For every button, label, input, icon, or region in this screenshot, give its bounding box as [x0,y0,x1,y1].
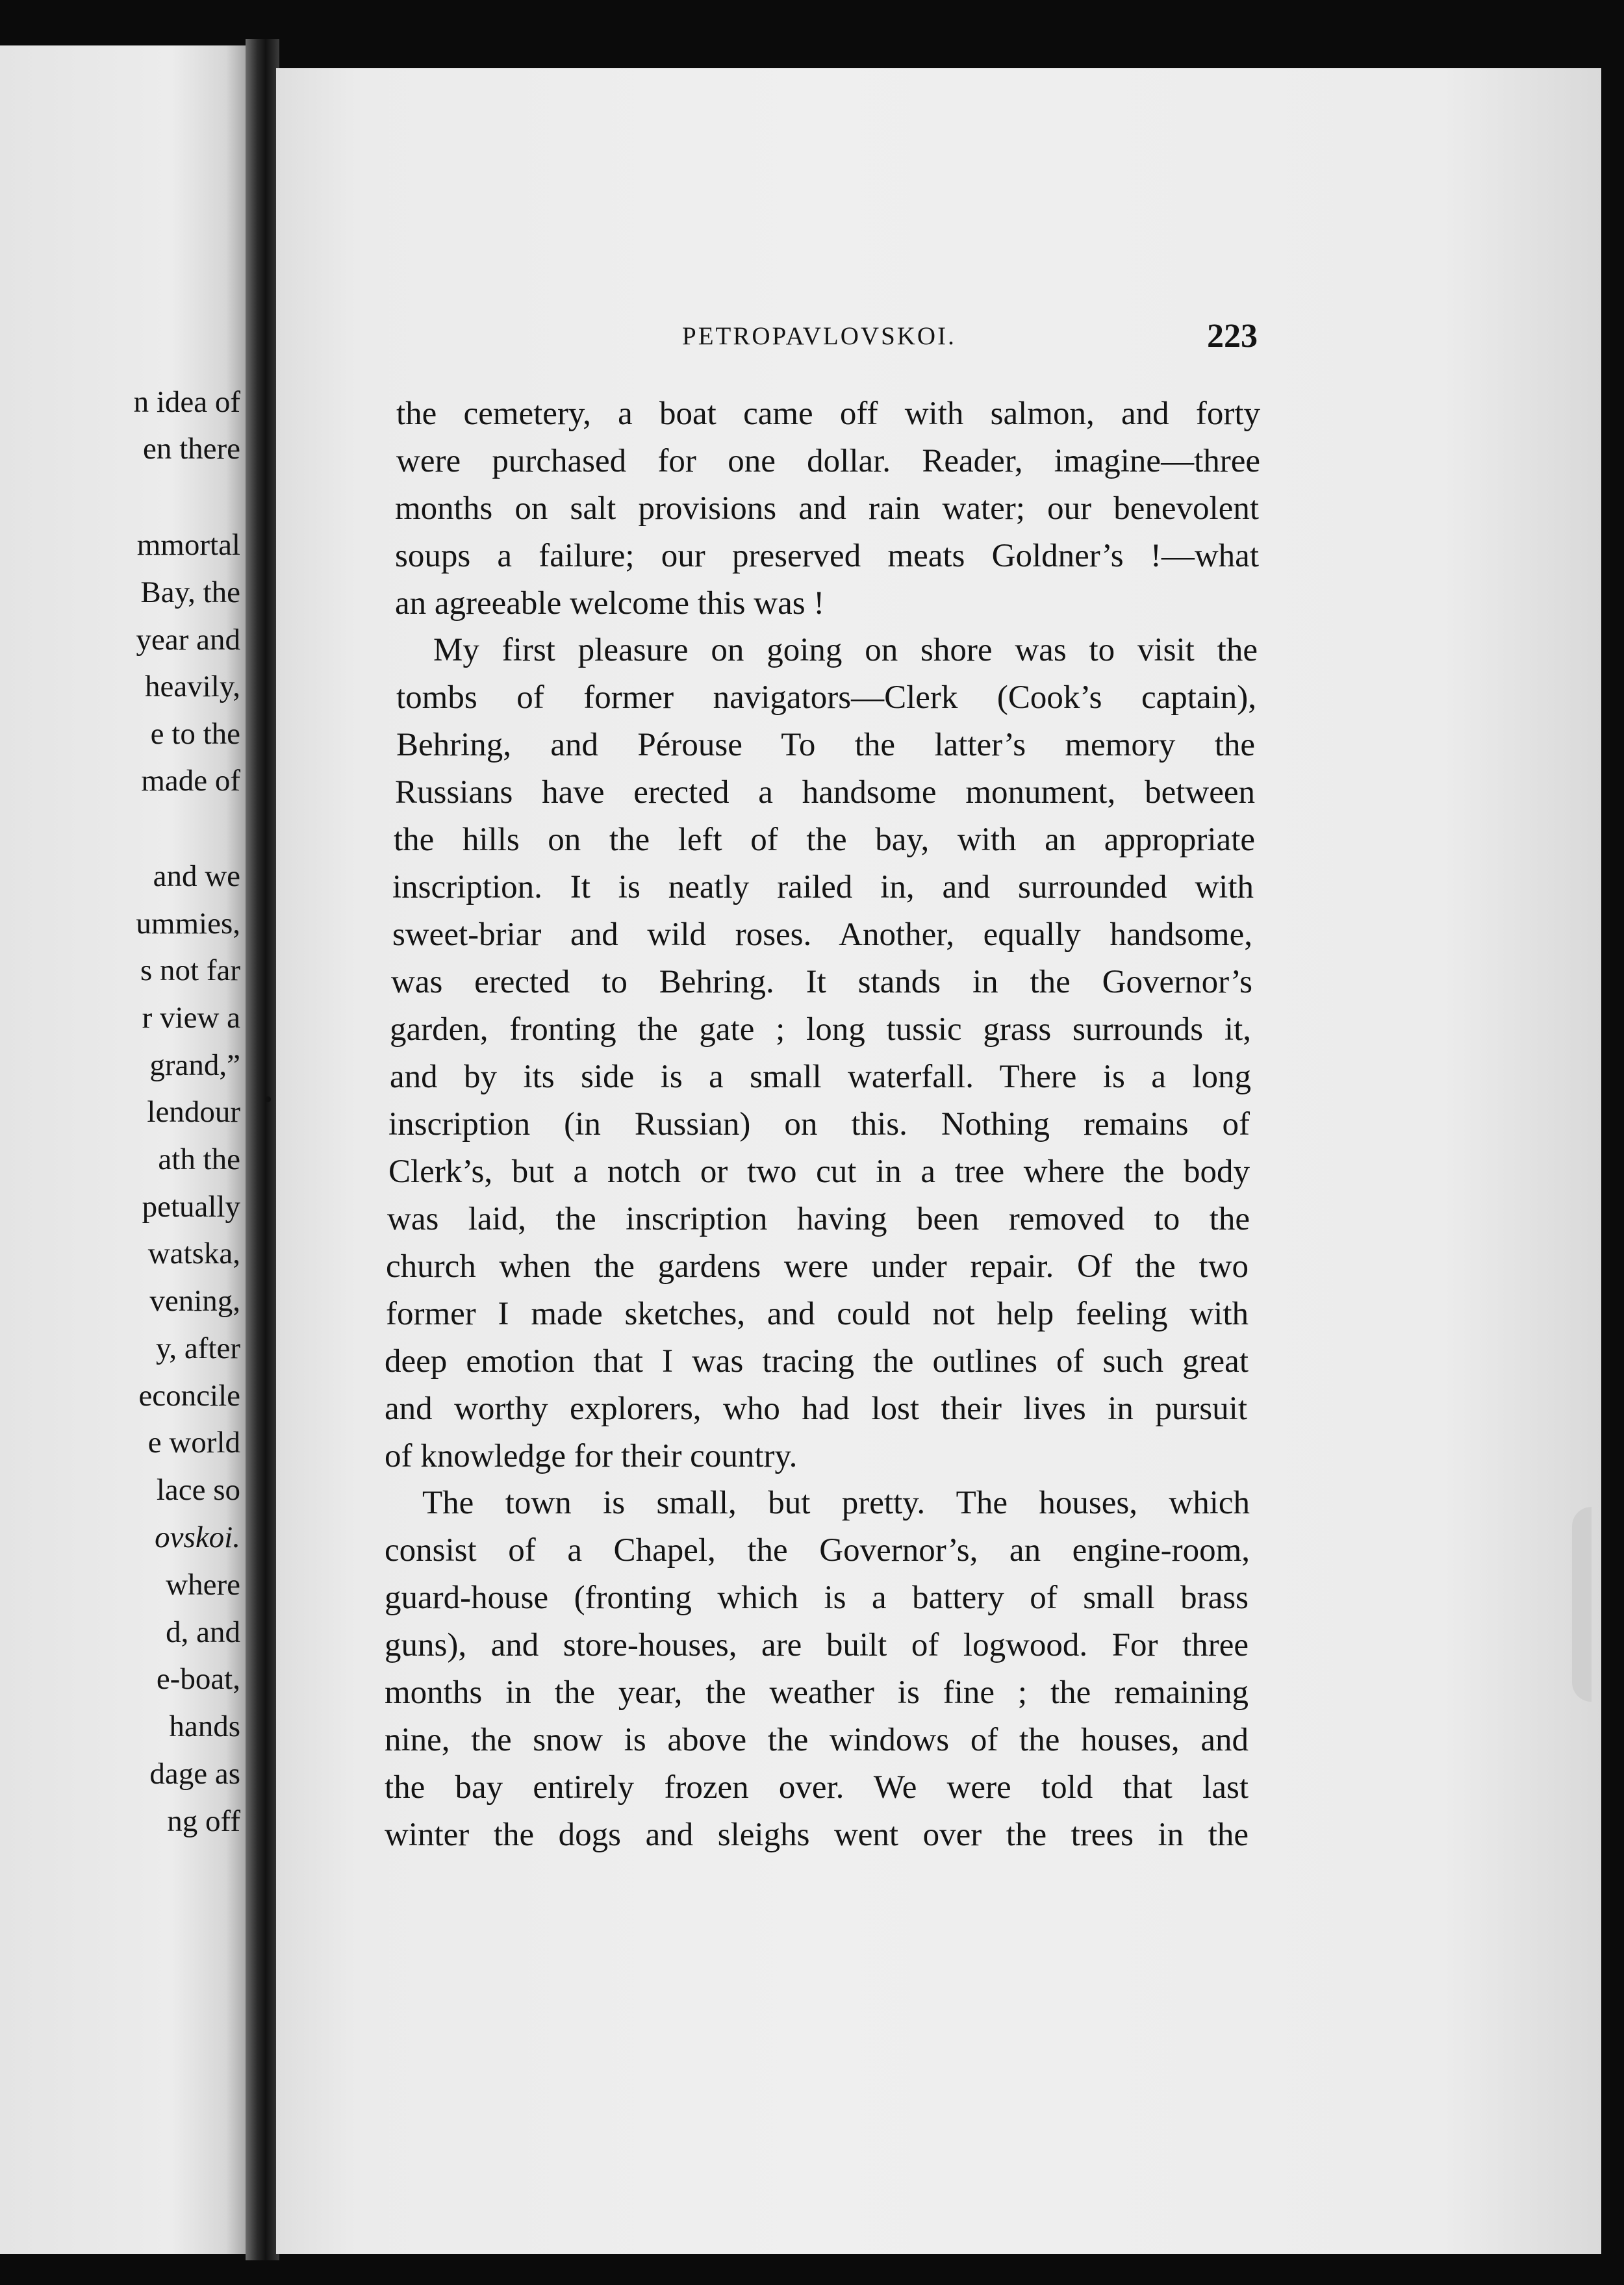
body-text-line: My first pleasure on going on shore was to visit the [433,632,1258,668]
body-text-line: was erected to Behring. It stands in the Governor’s [391,964,1252,1000]
body-text-line: Behring, and Pérouse To the latter’s memory the [396,727,1255,763]
body-text-line: Russians have erected a handsome monument, between [395,774,1255,811]
left-text-line: made of [141,764,240,798]
spine-speck [265,1096,271,1102]
body-text-line: the bay entirely frozen over. We were told that last [385,1769,1249,1806]
book-spine [246,39,279,2260]
left-text-line: petually [142,1190,240,1224]
body-text-line: guard-house (fronting which is a battery of small brass [385,1580,1249,1616]
left-text-line: ovskoi. [155,1521,240,1554]
body-text-line: an agreeable welcome this was ! [395,585,825,622]
left-text-line: and we [153,859,240,893]
left-text-line: en there [142,432,240,466]
left-text-line: where [166,1568,240,1602]
left-text-line: lendour [147,1095,240,1129]
left-text-line: ng off [167,1804,240,1838]
body-text-line: of knowledge for their country. [385,1438,798,1474]
left-text-line: ath the [158,1142,240,1176]
left-text-line: Bay, the [140,575,240,609]
body-text-line: months in the year, the weather is fine ; the remaining [385,1674,1249,1711]
page-edge-curl [1572,1507,1592,1702]
left-text-line: econcile [138,1379,240,1413]
left-text-line: dage as [149,1757,240,1791]
body-text-line: were purchased for one dollar. Reader, imagine—three [396,443,1260,479]
body-text-line: inscription (in Russian) on this. Nothing remains of [388,1106,1250,1142]
page-number: 223 [1207,318,1258,355]
body-text-line: and by its side is a small waterfall. There is a long [390,1059,1251,1095]
left-text-line: heavily, [144,670,240,703]
body-text-line: deep emotion that I was tracing the outlines of such great [385,1343,1249,1380]
body-text-line: the hills on the left of the bay, with an appropriate [394,822,1255,858]
body-text-line: winter the dogs and sleighs went over the trees in the [385,1817,1249,1853]
left-text-line: r view a [142,1001,240,1035]
running-head: PETROPAVLOVSKOI. [682,322,956,350]
body-text-line: guns), and store-houses, are built of logwood. For three [385,1627,1249,1663]
body-text-line: church when the gardens were under repair. Of the two [386,1248,1249,1285]
left-text-line: ummies, [136,907,240,941]
left-text-line: year and [136,623,240,657]
body-text-line: months on salt provisions and rain water; our benevolent [395,490,1259,527]
left-text-line: mmortal [136,528,240,562]
left-text-line: d, and [166,1615,240,1649]
body-text-line: consist of a Chapel, the Governor’s, an engine-room, [385,1532,1250,1569]
left-text-line: watska, [147,1237,240,1270]
left-text-line: grand,” [149,1048,240,1082]
left-text-line: n idea of [133,385,240,419]
left-text-line: e world [147,1426,240,1459]
body-text-line: soups a failure; our preserved meats Goldner’s !—what [395,538,1259,574]
body-text-line: was laid, the inscription having been removed to the [387,1201,1250,1237]
body-text-line: nine, the snow is above the windows of the houses, and [385,1722,1249,1758]
body-text-line: inscription. It is neatly railed in, and surrounded with [392,869,1254,905]
body-text-line: and worthy explorers, who had lost their lives in pursuit [385,1391,1247,1427]
left-text-line: e-boat, [156,1662,240,1696]
left-text-line: vening, [149,1284,240,1318]
left-text-line: y, after [155,1332,240,1365]
body-text-line: sweet-briar and wild roses. Another, equally handsome, [392,916,1252,953]
body-text-line: garden, fronting the gate ; long tussic grass surrounds it, [390,1011,1251,1048]
body-text-line: Clerk’s, but a notch or two cut in a tree where the body [388,1154,1250,1190]
body-text-line: tombs of former navigators—Clerk (Cook’s captain), [396,679,1256,716]
left-text-line: e to the [150,717,240,751]
left-text-line: s not far [140,953,240,987]
left-text-line: lace so [156,1473,240,1507]
body-text-line: former I made sketches, and could not help feeling with [386,1296,1249,1332]
left-text-line: hands [169,1710,240,1743]
body-text-line: the cemetery, a boat came off with salmon, and forty [396,396,1260,432]
body-text-line: The town is small, but pretty. The houses, which [422,1485,1250,1521]
